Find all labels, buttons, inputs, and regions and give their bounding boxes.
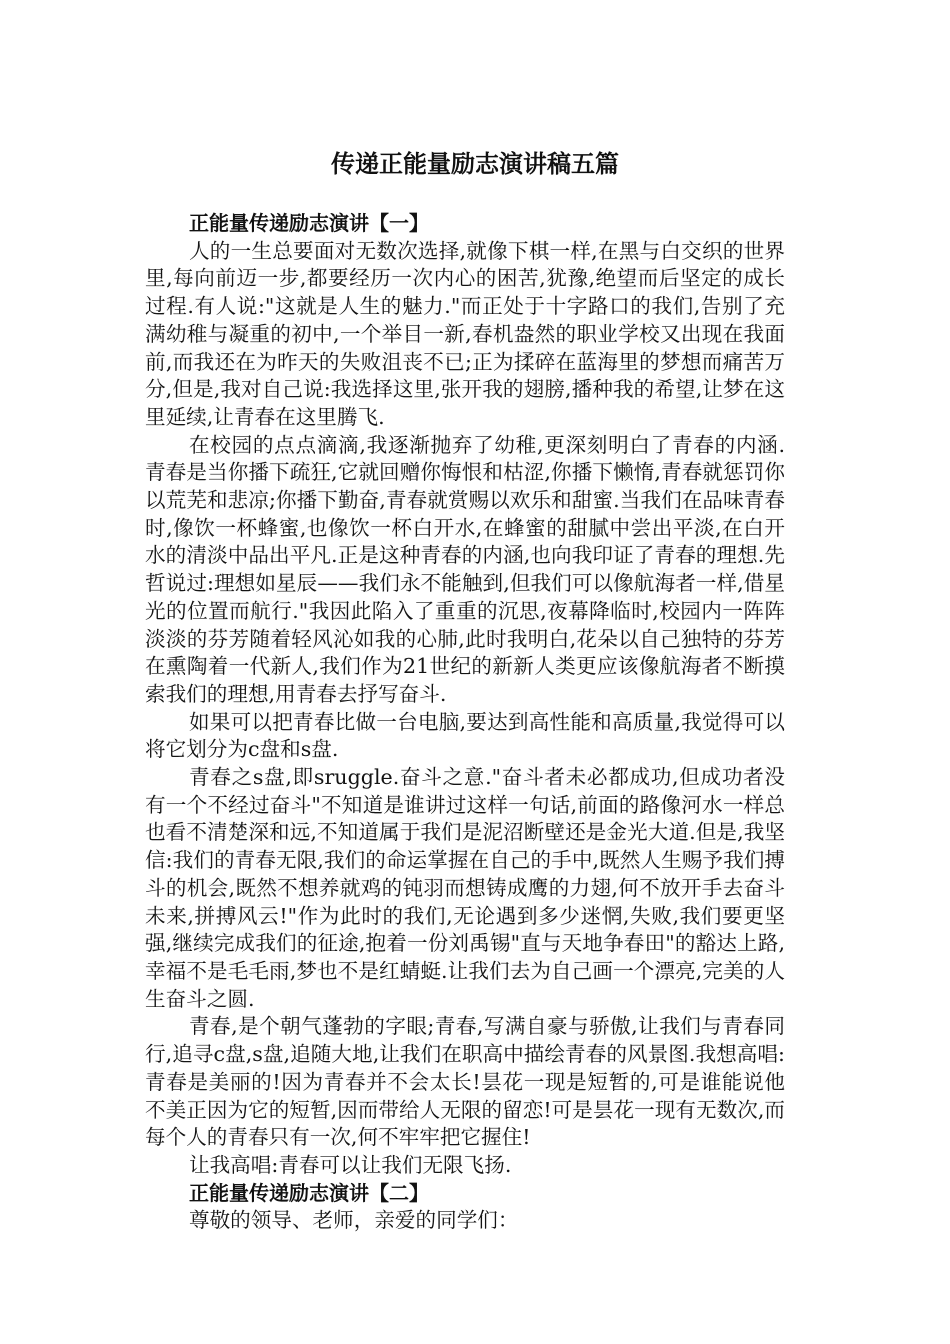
section-heading-2: 正能量传递励志演讲【二】	[189, 1180, 429, 1205]
paragraph: 人的一生总要面对无数次选择,就像下棋一样,在黑与白交织的世界里,每向前迈一步,都要经历一次内心的困苦,犹豫,绝望而后坚定的成长过程.有人说:"这就是人生的魅力."而正处于十字路口的我们,告别了充满幼稚与凝重的初中,一个举目一新,春机盎然的职业学校又出现在我面前,而我还在为昨天的失败沮丧不已;正为揉碎在蓝海里的梦想而痛苦万分,但是,我对自己说:我选择这里,张开我的翅膀,播种我的希望,让梦在这里延续,让青春在这里腾飞.	[145, 238, 785, 429]
paragraph: 青春之s盘,即sruggle.奋斗之意."奋斗者未必都成功,但成功者没有一个不经过奋斗"不知道是谁讲过这样一句话,前面的路像河水一样总也看不清楚深和远,不知道属于我们是泥沼断壁还是金光大道.但是,我坚信:我们的青春无限,我们的命运掌握在自己的手中,既然人生赐予我们搏斗的机会,既然不想养就鸡的钝羽而想铸成鹰的力翅,何不放开手去奋斗未来,拼搏风云!"作为此时的我们,无论遇到多少迷惘,失败,我们要更坚强,继续完成我们的征途,抱着一份刘禹锡"直与天地争春田"的豁达上路,幸福不是毛毛雨,梦也不是红蜻蜓.让我们去为自己画一个漂亮,完美的人生奋斗之圆.	[145, 765, 785, 1011]
section-heading-1: 正能量传递励志演讲【一】	[189, 211, 429, 235]
paragraph: 青春,是个朝气蓬勃的字眼;青春,写满自豪与骄傲,让我们与青春同行,追寻c盘,s盘,追随大地,让我们在职高中描绘青春的风景图.我想高唱:青春是美丽的!因为青春并不会太长!昙花一现是短暂的,可是谁能说他不美正因为它的短暂,因而带给人无限的留恋!可是昙花一现有无数次,而每个人的青春只有一次,何不牢牢把它握住!	[145, 1014, 785, 1150]
paragraph: 如果可以把青春比做一台电脑,要达到高性能和高质量,我觉得可以将它划分为c盘和s盘.	[145, 709, 785, 762]
paragraph: 在校园的点点滴滴,我逐渐抛弃了幼稚,更深刻明白了青春的内涵.青春是当你播下疏狂,它就回赠你悔恨和枯涩,你播下懒惰,青春就惩罚你以荒芜和悲凉;你播下勤奋,青春就赏赐以欢乐和甜蜜.当我们在品味青春时,像饮一杯蜂蜜,也像饮一杯白开水,在蜂蜜的甜腻中尝出平淡,在白开水的清淡中品出平凡.正是这种青春的内涵,也向我印证了青春的理想.先哲说过:理想如星辰——我们永不能触到,但我们可以像航海者一样,借星光的位置而航行."我因此陷入了重重的沉思,夜幕降临时,校园内一阵阵淡淡的芬芳随着轻风沁如我的心肺,此时我明白,花朵以自己独特的芬芳在熏陶着一代新人,我们作为21世纪的新新人类更应该像航海者不断摸索我们的理想,用青春去抒写奋斗.	[145, 432, 785, 706]
document-body	[145, 210, 785, 1235]
document-title: 传递正能量励志演讲稿五篇	[331, 150, 619, 178]
paragraph: 让我高唱:青春可以让我们无限飞扬.	[189, 1152, 512, 1177]
paragraph: 尊敬的领导、老师，亲爱的同学们：	[189, 1208, 519, 1233]
